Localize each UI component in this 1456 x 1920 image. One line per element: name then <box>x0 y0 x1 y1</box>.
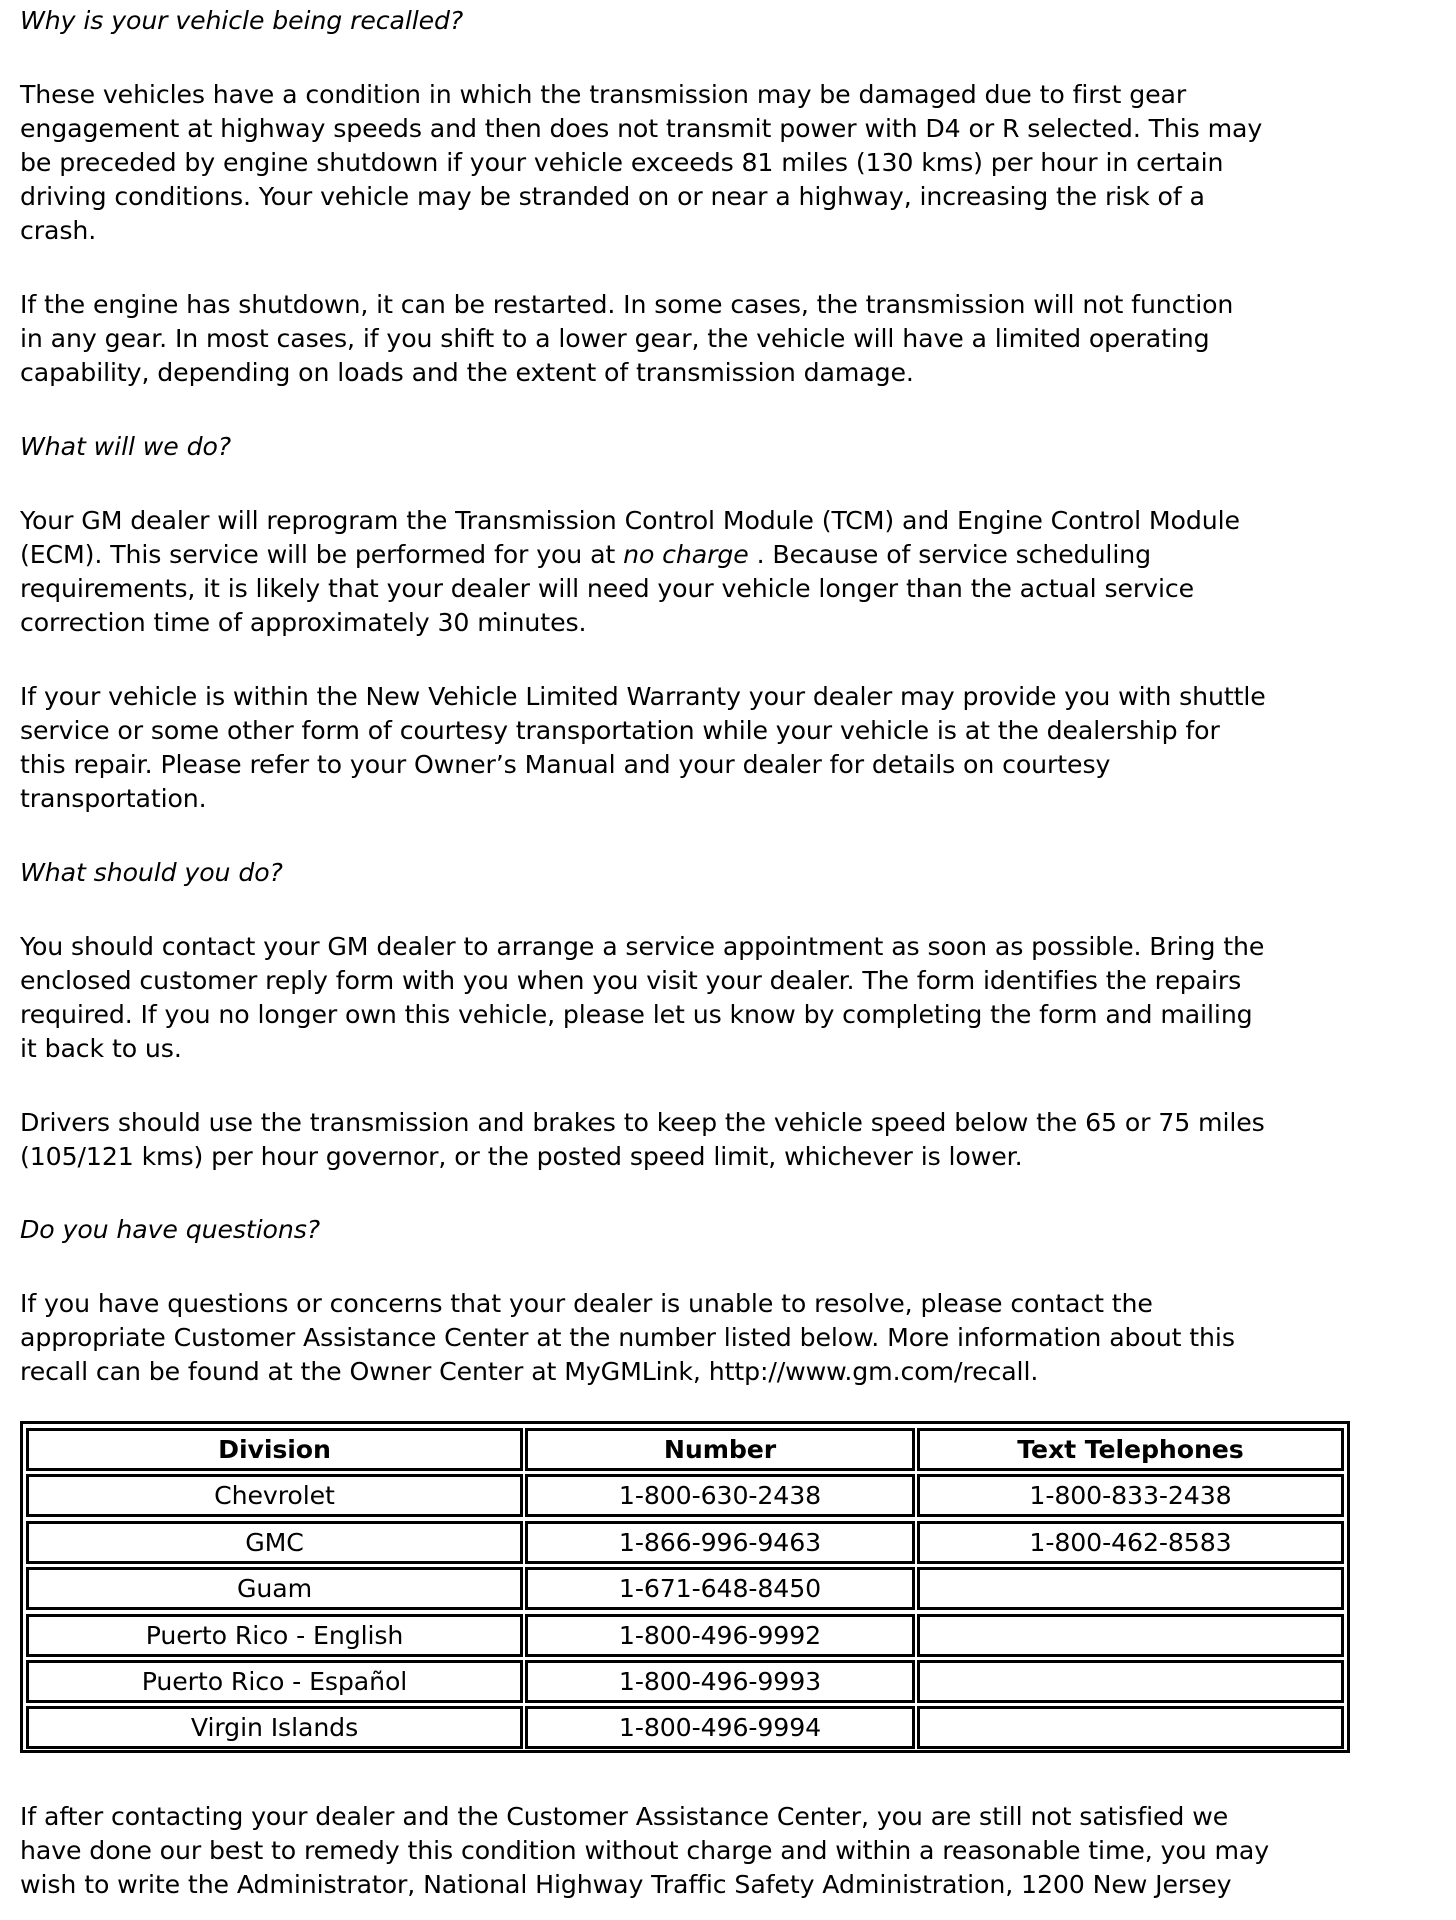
column-header-division: Division <box>26 1428 523 1471</box>
paragraph-line: requirements, it is likely that your dealer will need your vehicle longer than the actual service <box>20 574 1195 603</box>
cell-text-telephone <box>917 1660 1344 1703</box>
column-header-number: Number <box>525 1428 915 1471</box>
paragraph-line: Your GM dealer will reprogram the Transmission Control Module (TCM) and Engine Control Module <box>20 506 1240 535</box>
paragraph-line: wish to write the Administrator, National Highway Traffic Safety Administration, 1200 New Jersey <box>20 1870 1232 1899</box>
cell-number: 1-866-996-9463 <box>525 1521 915 1564</box>
line-text: (ECM). This service will be performed for you at <box>20 540 624 569</box>
cell-text-telephone <box>917 1706 1344 1749</box>
paragraph-line: capability, depending on loads and the extent of transmission damage. <box>20 358 914 387</box>
paragraph-line: These vehicles have a condition in which the transmission may be damaged due to first gear <box>20 80 1187 109</box>
paragraph-line: You should contact your GM dealer to arrange a service appointment as soon as possible. Bring the <box>20 932 1265 961</box>
customer-assistance-table <box>20 1421 1350 1753</box>
cell-division: GMC <box>26 1521 523 1564</box>
paragraph-line: If you have questions or concerns that your dealer is unable to resolve, please contact the <box>20 1289 1153 1318</box>
paragraph-line: it back to us. <box>20 1034 182 1063</box>
cell-text-telephone: 1-800-462-8583 <box>917 1521 1344 1564</box>
cell-text-telephone: 1-800-833-2438 <box>917 1474 1344 1517</box>
cell-number: 1-671-648-8450 <box>525 1567 915 1610</box>
paragraph-line: crash. <box>20 216 97 245</box>
cell-number: 1-800-496-9994 <box>525 1706 915 1749</box>
paragraph-line: appropriate Customer Assistance Center at the number listed below. More information about this <box>20 1323 1235 1352</box>
paragraph-line: If your vehicle is within the New Vehicle Limited Warranty your dealer may provide you with shuttle <box>20 682 1266 711</box>
paragraph-line: have done our best to remedy this condition without charge and within a reasonable time, you may <box>20 1836 1270 1865</box>
paragraph-line: transportation. <box>20 784 207 813</box>
paragraph-line: driving conditions. Your vehicle may be stranded on or near a highway, increasing the risk of a <box>20 182 1205 211</box>
paragraph-line: enclosed customer reply form with you when you visit your dealer. The form identifies the repairs <box>20 966 1242 995</box>
no-charge-emphasis: no charge <box>623 540 749 569</box>
paragraph-line: correction time of approximately 30 minutes. <box>20 608 587 637</box>
cell-text-telephone <box>917 1567 1344 1610</box>
cell-number: 1-800-496-9993 <box>525 1660 915 1703</box>
cell-text-telephone <box>917 1614 1344 1657</box>
paragraph-line: in any gear. In most cases, if you shift to a lower gear, the vehicle will have a limited operating <box>20 324 1210 353</box>
paragraph-line: (105/121 kms) per hour governor, or the posted speed limit, whichever is lower. <box>20 1142 1023 1171</box>
section-heading-what-should-you-do: What should you do? <box>20 858 283 887</box>
cell-division: Guam <box>26 1567 523 1610</box>
cell-division: Virgin Islands <box>26 1706 523 1749</box>
paragraph-line: If after contacting your dealer and the Customer Assistance Center, you are still not satisfied we <box>20 1802 1229 1831</box>
section-heading-questions: Do you have questions? <box>20 1215 321 1244</box>
paragraph-line: recall can be found at the Owner Center at MyGMLink, http://www.gm.com/recall. <box>20 1357 1039 1386</box>
paragraph-line: this repair. Please refer to your Owner’s Manual and your dealer for details on courtesy <box>20 750 1111 779</box>
cell-division: Chevrolet <box>26 1474 523 1517</box>
paragraph-line: Drivers should use the transmission and brakes to keep the vehicle speed below the 65 or 75 miles <box>20 1108 1265 1137</box>
section-heading-why-recalled: Why is your vehicle being recalled? <box>20 6 464 35</box>
section-heading-what-will-we-do: What will we do? <box>20 432 232 461</box>
paragraph-line: engagement at highway speeds and then does not transmit power with D4 or R selected. This may <box>20 114 1263 143</box>
line-text: . Because of service scheduling <box>748 540 1151 569</box>
paragraph-line: If the engine has shutdown, it can be restarted. In some cases, the transmission will not function <box>20 290 1234 319</box>
cell-division: Puerto Rico - English <box>26 1614 523 1657</box>
paragraph-line <box>20 538 1151 572</box>
cell-number: 1-800-630-2438 <box>525 1474 915 1517</box>
paragraph-line: required. If you no longer own this vehicle, please let us know by completing the form and mailing <box>20 1000 1253 1029</box>
paragraph-line: be preceded by engine shutdown if your vehicle exceeds 81 miles (130 kms) per hour in certain <box>20 148 1224 177</box>
paragraph-line: service or some other form of courtesy transportation while your vehicle is at the dealership for <box>20 716 1220 745</box>
cell-number: 1-800-496-9992 <box>525 1614 915 1657</box>
cell-division: Puerto Rico - Español <box>26 1660 523 1703</box>
column-header-text-telephone: Text Telephones <box>917 1428 1344 1471</box>
